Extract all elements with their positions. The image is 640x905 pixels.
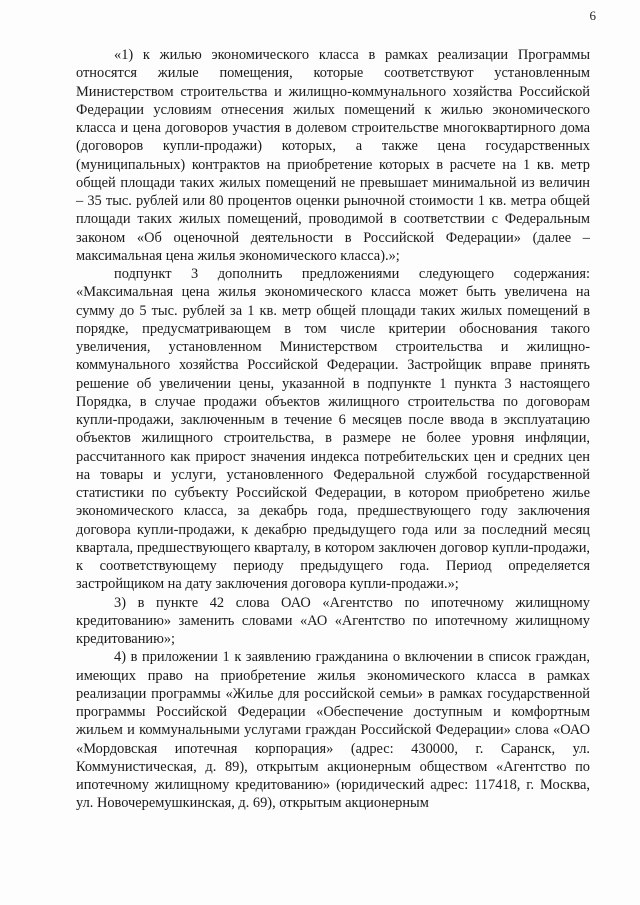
document-body — [76, 46, 590, 813]
paragraph-item-42-amendment: 3) в пункте 42 слова ОАО «Агентство по ипотечному жилищному кредитованию» заменить словами «АО «Агентство по ипотечному жилищному кредитованию»; — [76, 594, 590, 647]
page-number: 6 — [589, 8, 596, 23]
paragraph-economy-class-definition: «1) к жилью экономического класса в рамках реализации Программы относятся жилые помещения, которые соответствуют установленным Министерством строительства и жилищно-коммунального хозяйства Российской Федерации условиям отнесения жилых помещений к жилью экономического класса и цена договоров участия в долевом строительстве многоквартирного дома (договоров купли-продажи) которых, а также цена государственных (муниципальных) контрактов на приобретение которых в расчете на 1 кв. метр общей площади таких жилых помещений не превышает минимальной из величин – 35 тыс. рублей или 80 процентов оценки рыночной стоимости 1 кв. метра общей площади таких жилых помещений, проводимой в соответствии с Федеральным законом «Об оценочной деятельности в Российской Федерации» (далее – максимальная цена жилья экономического класса).»; — [76, 47, 590, 264]
paragraph-subitem-3-amendment: подпункт 3 дополнить предложениями следующего содержания: «Максимальная цена жилья экономического класса может быть увеличена на сумму до 5 тыс. рублей за 1 кв. метр общей площади таких жилых помещений в порядке, предусматривающем в том числе критерии обоснования такого увеличения, установленном Министерством строительства и жилищно-коммунального хозяйства Российской Федерации. Застройщик вправе принять решение об увеличении цены, указанной в подпункте 1 пункта 3 настоящего Порядка, в случае продажи объектов жилищного строительства по договорам купли-продажи, заключенным в течение 6 месяцев после ввода в эксплуатацию объектов жилищного строительства, в размере не более уровня инфляции, рассчитанного как прирост значения индекса потребительских цен и средних цен на товары и услуги, установленного Федеральной службой государственной статистики по субъекту Российской Федерации, в котором приобретено жилье экономического класса, за декабрь года, предшествующего году заключения договора купли-продажи, к декабрю предыдущего года или за последний месяц квартала, предшествующего кварталу, в котором заключен договор купли-продажи, к соответствующему периоду предыдущего года. Период определяется застройщиком на дату заключения договора купли-продажи.»; — [76, 266, 590, 593]
paragraph-appendix-1-amendment: 4) в приложении 1 к заявлению гражданина о включении в список граждан, имеющих право на приобретение жилья экономического класса в рамках реализации программы «Жилье для российской семьи» в рамках государственной программы Российской Федерации «Обеспечение доступным и комфортным жильем и коммунальными услугами граждан Российской Федерации» слова «ОАО «Мордовская ипотечная корпорация» (адрес: 430000, г. Саранск, ул. Коммунистическая, д. 89), открытым акционерным обществом «Агентство по ипотечному жилищному кредитованию» (юридический адрес: 117418, г. Москва, ул. Новочеремушкинская, д. 69), открытым акционерным — [76, 649, 590, 812]
